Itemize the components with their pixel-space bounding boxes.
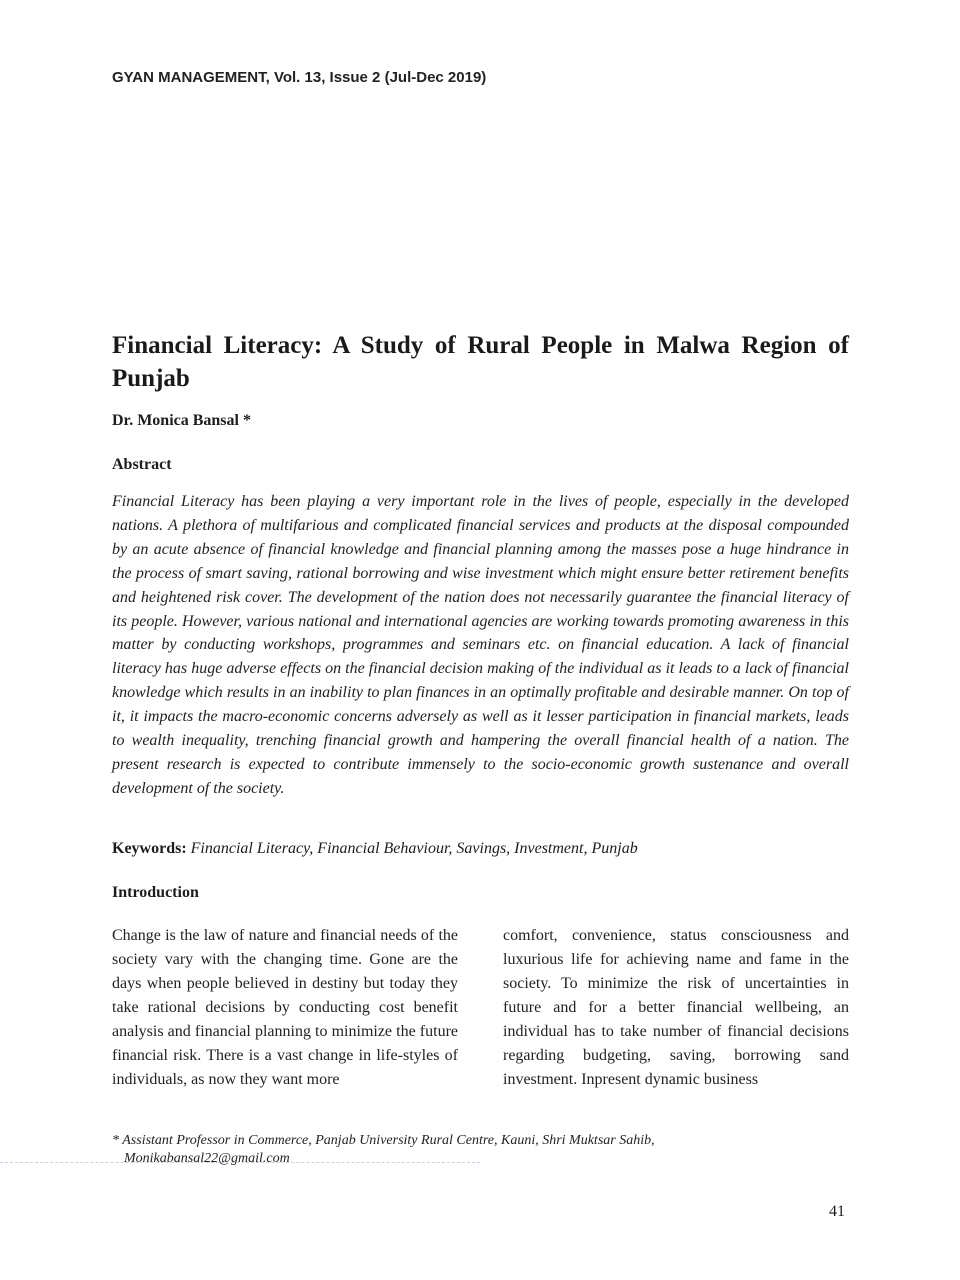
introduction-column-right: comfort, convenience, status consciousness and luxurious life for achieving name and fame in the society. To minimize the risk of uncertainties in future and for a better financial wellbeing, an individual has to take number of financial decisions regarding budgeting, saving, borrowing sand investment. Inpresent dynamic business — [503, 927, 849, 1088]
footnote-affiliation: * Assistant Professor in Commerce, Panjab University Rural Centre, Kauni, Shri Muktsar Sahib, — [112, 1133, 655, 1148]
footnote-divider — [0, 1162, 480, 1163]
author-name: Dr. Monica Bansal * — [112, 412, 251, 429]
abstract-heading: Abstract — [112, 456, 172, 473]
keywords-text: Financial Literacy, Financial Behaviour, Savings, Investment, Punjab — [190, 840, 638, 857]
footnote-email: Monikabansal22@gmail.com — [124, 1151, 290, 1166]
introduction-heading: Introduction — [112, 884, 199, 901]
article-title: Financial Literacy: A Study of Rural People in Malwa Region of Punjab — [112, 332, 849, 392]
page-number: 41 — [829, 1203, 845, 1220]
keywords-label: Keywords: — [112, 840, 187, 857]
journal-header: GYAN MANAGEMENT, Vol. 13, Issue 2 (Jul-Dec 2019) — [112, 69, 487, 86]
introduction-column-left: Change is the law of nature and financial needs of the society vary with the changing time. Gone are the days when people believed in destiny but today they take rational decisions by conducting cost benefit analysis and financial planning to minimize the future financial risk. There is a vast change in life-styles of individuals, as now they want more — [112, 927, 458, 1088]
abstract-body: Financial Literacy has been playing a very important role in the lives of people, especially in the developed nations. A plethora of multifarious and complicated financial services and products at the disposal compounded by an acute absence of financial knowledge and financial planning among the masses pose a huge hindrance in the process of smart saving, rational borrowing and wise investment which might ensure better retirement benefits and heightened risk cover. The development of the nation does not necessarily guarantee the financial literacy of its people. However, various national and international agencies are working towards promoting awareness in this matter by conducting workshops, programmes and seminars etc. on financial education. A lack of financial literacy has huge adverse effects on the financial decision making of the individual as it leads to a lack of financial knowledge which results in an inability to plan finances in an optimally profitable and desirable manner. On top of it, it impacts the macro-economic concerns adversely as well as it lesser participation in financial markets, leads to wealth inequality, trenching financial growth and hampering the overall financial health of a nation. The present research is expected to contribute immensely to the socio-economic growth sustenance and overall development of the society. — [112, 493, 849, 797]
keywords-line — [112, 840, 638, 858]
